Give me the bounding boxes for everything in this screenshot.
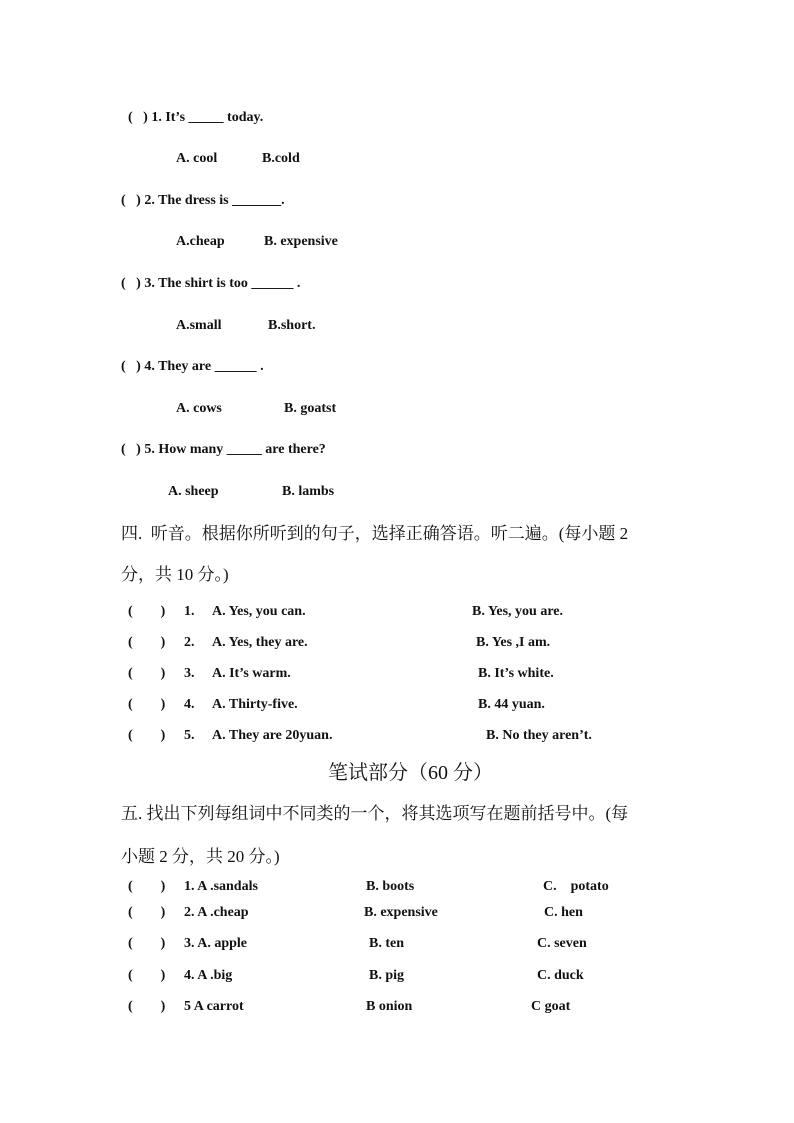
question-stem: ( ) 3. The shirt is too ______ . (121, 276, 301, 291)
option-a: 5 A carrot (184, 999, 244, 1014)
option-b: B. 44 yuan. (478, 697, 545, 712)
section-heading-cont: 小题 2 分，共 20 分。) (121, 847, 280, 866)
item-number: 1. (184, 604, 195, 619)
option-a: 2. A .cheap (184, 905, 249, 920)
answer-bracket: ( ) (128, 728, 166, 743)
section-heading: 五. 找出下列每组词中不同类的一个，将其选项写在题前括号中。(每 (121, 804, 629, 823)
option-b: B. expensive (264, 234, 338, 249)
option-a: 4. A .big (184, 968, 233, 983)
option-b: B. pig (369, 968, 405, 983)
option-c: C. duck (537, 968, 584, 983)
option-a: A. They are 20yuan. (212, 728, 333, 743)
section-heading-cont: 分，共 10 分。) (121, 565, 229, 584)
written-section-title: 笔试部分（60 分） (328, 762, 493, 784)
item-number: 5. (184, 728, 195, 743)
option-a: A. cool (176, 151, 218, 166)
section-heading: 四. 听音。根据你所听到的句子，选择正确答语。听二遍。(每小题 2 (121, 524, 629, 543)
option-a: A. cows (176, 401, 222, 416)
option-a: A.cheap (176, 234, 225, 249)
answer-bracket: ( ) (128, 936, 166, 951)
item-number: 3. (184, 666, 195, 681)
option-a: A. Thirty-five. (212, 697, 298, 712)
question-stem: ( ) 1. It’s _____ today. (128, 110, 264, 125)
answer-bracket: ( ) (128, 666, 166, 681)
option-a: A. It’s warm. (212, 666, 291, 681)
option-b: B. No they aren’t. (486, 728, 592, 743)
option-b: B. goatst (284, 401, 337, 416)
option-c: C. hen (544, 905, 583, 920)
option-a: A. Yes, you can. (212, 604, 306, 619)
answer-bracket: ( ) (128, 999, 166, 1014)
question-stem: ( ) 5. How many _____ are there? (121, 442, 326, 457)
option-c: C. potato (543, 879, 609, 894)
option-c: C goat (531, 999, 571, 1014)
question-stem: ( ) 4. They are ______ . (121, 359, 264, 374)
option-a: 3. A. apple (184, 936, 248, 951)
option-a: A. sheep (168, 484, 219, 499)
option-b: B. Yes ,I am. (476, 635, 551, 650)
answer-bracket: ( ) (128, 635, 166, 650)
option-b: B.cold (262, 151, 300, 166)
answer-bracket: ( ) (128, 968, 166, 983)
option-b: B. ten (369, 936, 404, 951)
option-b: B. lambs (282, 484, 335, 499)
option-b: B. Yes, you are. (472, 604, 563, 619)
option-b: B.short. (268, 318, 316, 333)
answer-bracket: ( ) (128, 879, 166, 894)
answer-bracket: ( ) (128, 604, 166, 619)
option-a: A. Yes, they are. (212, 635, 308, 650)
option-b: B. expensive (364, 905, 438, 920)
answer-bracket: ( ) (128, 905, 166, 920)
item-number: 2. (184, 635, 195, 650)
option-b: B. boots (366, 879, 415, 894)
option-a: A.small (176, 318, 222, 333)
option-a: 1. A .sandals (184, 879, 258, 894)
item-number: 4. (184, 697, 195, 712)
option-b: B. It’s white. (478, 666, 554, 681)
question-stem: ( ) 2. The dress is _______. (121, 193, 285, 208)
answer-bracket: ( ) (128, 697, 166, 712)
option-c: C. seven (537, 936, 587, 951)
option-b: B onion (366, 999, 413, 1014)
